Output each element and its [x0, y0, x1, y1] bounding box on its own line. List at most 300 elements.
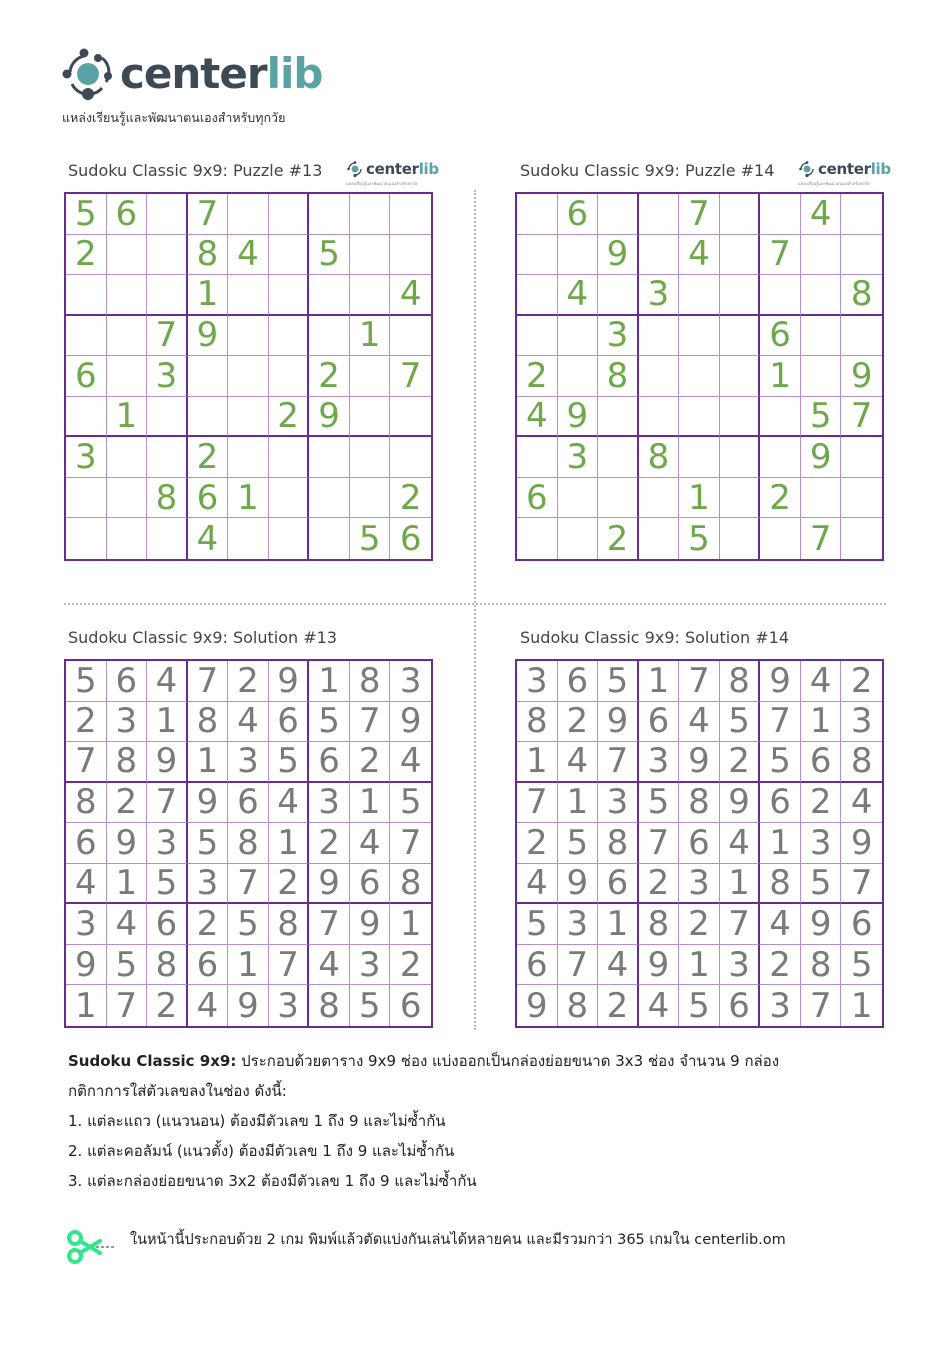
- sudoku-cell: [269, 316, 310, 357]
- sudoku-cell: [107, 356, 148, 397]
- sudoku-cell: 2: [598, 985, 639, 1026]
- sudoku-cell: 4: [66, 864, 107, 905]
- sudoku-cell: 3: [517, 661, 558, 702]
- sudoku-cell: 6: [598, 864, 639, 905]
- sudoku-cell: 4: [228, 235, 269, 276]
- sudoku-cell: 7: [558, 945, 599, 986]
- sudoku-cell: 1: [188, 275, 229, 316]
- sudoku-cell: 3: [679, 864, 720, 905]
- sudoku-cell: 5: [228, 904, 269, 945]
- sudoku-cell: 5: [639, 783, 680, 824]
- sudoku-cell: 7: [841, 397, 882, 438]
- sudoku-cell: 8: [639, 437, 680, 478]
- sudoku-cell: 9: [598, 702, 639, 743]
- mini-logo-accent: lib: [418, 160, 439, 178]
- sudoku-cell: 9: [598, 235, 639, 276]
- sudoku-cell: [517, 518, 558, 559]
- sudoku-cell: [841, 316, 882, 357]
- sudoku-cell: [760, 437, 801, 478]
- sudoku-cell: [517, 316, 558, 357]
- sudoku-cell: [309, 316, 350, 357]
- sudoku-cell: 9: [188, 783, 229, 824]
- sudoku-cell: 8: [390, 864, 431, 905]
- sudoku-cell: 4: [188, 518, 229, 559]
- sudoku-cell: [228, 316, 269, 357]
- sudoku-cell: 3: [107, 702, 148, 743]
- sudoku-cell: 4: [269, 783, 310, 824]
- sudoku-cell: 6: [188, 945, 229, 986]
- sudoku-cell: [107, 275, 148, 316]
- sudoku-cell: [639, 397, 680, 438]
- sudoku-cell: 3: [269, 985, 310, 1026]
- sudoku-cell: 1: [679, 478, 720, 519]
- sudoku-cell: [228, 356, 269, 397]
- sudoku-cell: 4: [309, 945, 350, 986]
- sudoku-cell: [801, 275, 842, 316]
- sudoku-cell: 7: [66, 742, 107, 783]
- sudoku-cell: [269, 235, 310, 276]
- sudoku-cell: 5: [147, 864, 188, 905]
- mini-logo-accent: lib: [870, 160, 891, 178]
- scissors-icon: [66, 1229, 116, 1265]
- sudoku-cell: [269, 437, 310, 478]
- sudoku-cell: 9: [107, 823, 148, 864]
- sudoku-cell: [639, 518, 680, 559]
- sudoku-cell: [107, 437, 148, 478]
- sudoku-cell: 2: [147, 985, 188, 1026]
- sudoku-cell: 1: [517, 742, 558, 783]
- sudoku-cell: 7: [188, 194, 229, 235]
- sudoku-cell: 3: [720, 945, 761, 986]
- sudoku-cell: 3: [228, 742, 269, 783]
- sudoku-cell: 1: [309, 661, 350, 702]
- sudoku-cell: 7: [269, 945, 310, 986]
- sudoku-cell: 6: [760, 783, 801, 824]
- sudoku-cell: 9: [269, 661, 310, 702]
- sudoku-cell: [228, 518, 269, 559]
- sudoku-cell: [720, 518, 761, 559]
- sudoku-cell: 2: [309, 823, 350, 864]
- sudoku-cell: 5: [309, 702, 350, 743]
- sudoku-cell: [841, 518, 882, 559]
- sudoku-cell: 5: [66, 661, 107, 702]
- sudoku-cell: [679, 275, 720, 316]
- sudoku-cell: 8: [309, 985, 350, 1026]
- sudoku-cell: [679, 437, 720, 478]
- sudoku-cell: 5: [558, 823, 599, 864]
- sudoku-cell: 2: [801, 783, 842, 824]
- solution-grid-13: [64, 659, 433, 1028]
- sudoku-cell: 7: [760, 702, 801, 743]
- sudoku-cell: 8: [228, 823, 269, 864]
- description-line-1: [68, 1046, 888, 1076]
- sudoku-cell: 6: [517, 478, 558, 519]
- sudoku-cell: [517, 437, 558, 478]
- sudoku-cell: [390, 397, 431, 438]
- logo-network-icon: [346, 160, 364, 178]
- cut-line-vertical: [474, 190, 476, 1030]
- sudoku-cell: 2: [188, 437, 229, 478]
- puzzle-14-title: Sudoku Classic 9x9: Puzzle #14: [520, 161, 775, 180]
- sudoku-cell: 2: [390, 478, 431, 519]
- sudoku-cell: [679, 397, 720, 438]
- sudoku-cell: 4: [147, 661, 188, 702]
- sudoku-cell: 3: [309, 783, 350, 824]
- sudoku-cell: 7: [390, 356, 431, 397]
- sudoku-cell: 5: [720, 702, 761, 743]
- sudoku-cell: 8: [598, 823, 639, 864]
- sudoku-cell: [107, 518, 148, 559]
- sudoku-cell: 7: [517, 783, 558, 824]
- sudoku-cell: 7: [841, 864, 882, 905]
- sudoku-cell: 9: [188, 316, 229, 357]
- sudoku-cell: 3: [598, 316, 639, 357]
- sudoku-cell: 1: [228, 945, 269, 986]
- sudoku-cell: [147, 397, 188, 438]
- sudoku-cell: 6: [801, 742, 842, 783]
- sudoku-cell: 6: [558, 661, 599, 702]
- sudoku-cell: [188, 356, 229, 397]
- sudoku-cell: [841, 478, 882, 519]
- sudoku-cell: 9: [558, 397, 599, 438]
- sudoku-cell: 6: [188, 478, 229, 519]
- sudoku-cell: 3: [350, 945, 391, 986]
- sudoku-cell: 9: [639, 945, 680, 986]
- sudoku-cell: [147, 518, 188, 559]
- sudoku-cell: 9: [390, 702, 431, 743]
- sudoku-cell: [639, 356, 680, 397]
- sudoku-cell: 3: [639, 275, 680, 316]
- sudoku-cell: 8: [760, 864, 801, 905]
- sudoku-cell: 3: [188, 864, 229, 905]
- sudoku-cell: [350, 356, 391, 397]
- sudoku-cell: 5: [679, 985, 720, 1026]
- sudoku-cell: 9: [760, 661, 801, 702]
- sudoku-cell: 9: [147, 742, 188, 783]
- sudoku-cell: 8: [841, 742, 882, 783]
- sudoku-cell: 3: [801, 823, 842, 864]
- sudoku-cell: [517, 275, 558, 316]
- sudoku-cell: 5: [66, 194, 107, 235]
- sudoku-cell: [309, 194, 350, 235]
- sudoku-cell: 5: [679, 518, 720, 559]
- sudoku-cell: 6: [107, 661, 148, 702]
- sudoku-cell: [598, 478, 639, 519]
- sudoku-cell: 9: [517, 985, 558, 1026]
- sudoku-cell: 3: [147, 356, 188, 397]
- sudoku-cell: 7: [598, 742, 639, 783]
- sudoku-cell: 4: [679, 702, 720, 743]
- description-rules-heading: กติกาการใส่ตัวเลขลงในช่อง ดังนี้:: [68, 1082, 287, 1100]
- sudoku-cell: [147, 235, 188, 276]
- sudoku-cell: [720, 437, 761, 478]
- sudoku-cell: 9: [66, 945, 107, 986]
- sudoku-cell: 4: [188, 985, 229, 1026]
- sudoku-cell: [517, 235, 558, 276]
- sudoku-cell: [269, 194, 310, 235]
- sudoku-cell: 6: [66, 356, 107, 397]
- sudoku-cell: 1: [66, 985, 107, 1026]
- sudoku-cell: 4: [679, 235, 720, 276]
- footer-text: ในหน้านี้ประกอบด้วย 2 เกม พิมพ์แล้วตัดแบ่งกันเล่นได้หลายคน และมีรวมกว่า 365 เกมใน centerlib.om: [130, 1232, 786, 1248]
- sudoku-cell: 2: [598, 518, 639, 559]
- sudoku-cell: 4: [598, 945, 639, 986]
- sudoku-cell: [350, 397, 391, 438]
- sudoku-cell: [760, 194, 801, 235]
- sudoku-cell: [801, 478, 842, 519]
- sudoku-cell: 9: [309, 864, 350, 905]
- logo-wordmark: [120, 46, 322, 102]
- sudoku-cell: 9: [558, 864, 599, 905]
- sudoku-cell: 2: [66, 235, 107, 276]
- sudoku-cell: 7: [228, 864, 269, 905]
- sudoku-cell: 9: [841, 823, 882, 864]
- sudoku-cell: 2: [720, 742, 761, 783]
- sudoku-cell: 3: [841, 702, 882, 743]
- sudoku-cell: 2: [760, 478, 801, 519]
- sudoku-cell: 5: [801, 397, 842, 438]
- rule-item: 3. แต่ละกล่องย่อยขนาด 3x2 ต้องมีตัวเลข 1 ถึง 9 และไม่ซ้ำกัน: [68, 1172, 477, 1190]
- sudoku-cell: [760, 275, 801, 316]
- sudoku-cell: 7: [639, 823, 680, 864]
- sudoku-cell: 4: [639, 985, 680, 1026]
- sudoku-cell: [350, 437, 391, 478]
- sudoku-cell: [639, 478, 680, 519]
- sudoku-cell: 1: [558, 783, 599, 824]
- sudoku-cell: 4: [801, 661, 842, 702]
- sudoku-cell: 7: [350, 702, 391, 743]
- sudoku-cell: 1: [760, 823, 801, 864]
- sudoku-cell: [309, 478, 350, 519]
- sudoku-cell: 1: [801, 702, 842, 743]
- logo-tagline: แหล่งเรียนรู้และพัฒนาตนเองสำหรับทุกวัย: [62, 110, 286, 125]
- sudoku-cell: [309, 275, 350, 316]
- sudoku-cell: 3: [66, 437, 107, 478]
- sudoku-cell: 4: [720, 823, 761, 864]
- sudoku-cell: 9: [309, 397, 350, 438]
- sudoku-cell: 8: [598, 356, 639, 397]
- logo-network-icon: [58, 44, 120, 104]
- sudoku-cell: 1: [720, 864, 761, 905]
- sudoku-cell: 2: [269, 864, 310, 905]
- sudoku-cell: 3: [390, 661, 431, 702]
- sudoku-cell: [390, 235, 431, 276]
- sudoku-cell: [309, 518, 350, 559]
- sudoku-cell: 2: [639, 864, 680, 905]
- sudoku-cell: 1: [639, 661, 680, 702]
- sudoku-cell: 6: [399, 518, 422, 559]
- sudoku-cell: [720, 194, 761, 235]
- solution-14-title: Sudoku Classic 9x9: Solution #14: [520, 628, 789, 647]
- sudoku-cell: 4: [558, 742, 599, 783]
- sudoku-cell: 4: [390, 742, 431, 783]
- description-lead: Sudoku Classic 9x9:: [68, 1052, 237, 1070]
- sudoku-cell: [390, 437, 431, 478]
- sudoku-cell: 7: [107, 985, 148, 1026]
- sudoku-cell: 5: [760, 742, 801, 783]
- logo-word-accent: lib: [266, 49, 323, 98]
- sudoku-cell: [841, 194, 882, 235]
- sudoku-cell: [801, 235, 842, 276]
- sudoku-cell: 6: [558, 194, 599, 235]
- sudoku-cell: [720, 275, 761, 316]
- sudoku-cell: 6: [269, 702, 310, 743]
- sudoku-cell: [517, 194, 558, 235]
- sudoku-cell: 5: [390, 783, 431, 824]
- solution-grid-14: [515, 659, 884, 1028]
- description-intro: ประกอบด้วยตาราง 9x9 ช่อง แบ่งออกเป็นกล่องย่อยขนาด 3x3 ช่อง จำนวน 9 กล่อง: [236, 1052, 780, 1070]
- sudoku-cell: 1: [107, 397, 148, 438]
- sudoku-cell: 1: [188, 742, 229, 783]
- sudoku-cell: [269, 275, 310, 316]
- sudoku-cell: 8: [269, 904, 310, 945]
- sudoku-cell: [228, 194, 269, 235]
- sudoku-cell: 9: [679, 742, 720, 783]
- sudoku-cell: [228, 397, 269, 438]
- sudoku-cell: 4: [841, 783, 882, 824]
- sudoku-cell: 1: [228, 478, 269, 519]
- sudoku-cell: 4: [517, 397, 558, 438]
- sudoku-cell: [841, 437, 882, 478]
- sudoku-cell: 5: [269, 742, 310, 783]
- logo-word-primary: center: [120, 49, 267, 98]
- sudoku-cell: [801, 316, 842, 357]
- rule-item: 2. แต่ละคอลัมน์ (แนวตั้ง) ต้องมีตัวเลข 1 ถึง 9 และไม่ซ้ำกัน: [68, 1142, 455, 1160]
- sudoku-cell: [147, 275, 188, 316]
- sudoku-cell: [639, 235, 680, 276]
- sudoku-cell: 8: [188, 702, 229, 743]
- sudoku-cell: [679, 316, 720, 357]
- sudoku-cell: 8: [801, 945, 842, 986]
- sudoku-cell: 5: [598, 661, 639, 702]
- sudoku-cell: 8: [147, 478, 188, 519]
- sudoku-cell: [350, 275, 391, 316]
- sudoku-cell: [598, 437, 639, 478]
- sudoku-cell: 5: [517, 904, 558, 945]
- sudoku-cell: [66, 397, 107, 438]
- sudoku-cell: [720, 235, 761, 276]
- sudoku-cell: 1: [598, 904, 639, 945]
- sudoku-cell: 2: [760, 945, 801, 986]
- sudoku-cell: 2: [107, 783, 148, 824]
- sudoku-cell: 2: [228, 661, 269, 702]
- sudoku-cell: 6: [147, 904, 188, 945]
- sudoku-cell: 3: [66, 904, 107, 945]
- sudoku-cell: 6: [399, 985, 422, 1026]
- sudoku-cell: [720, 316, 761, 357]
- centerlib-logo: [58, 44, 338, 104]
- sudoku-cell: 3: [558, 437, 599, 478]
- sudoku-cell: 9: [350, 904, 391, 945]
- sudoku-cell: [679, 356, 720, 397]
- sudoku-cell: 2: [841, 661, 882, 702]
- sudoku-cell: 4: [760, 904, 801, 945]
- sudoku-cell: 7: [760, 235, 801, 276]
- sudoku-cell: 4: [517, 864, 558, 905]
- sudoku-cell: 8: [147, 945, 188, 986]
- puzzle-13-title: Sudoku Classic 9x9: Puzzle #13: [68, 161, 323, 180]
- sudoku-cell: 1: [760, 356, 801, 397]
- sudoku-cell: 1: [350, 316, 391, 357]
- sudoku-cell: [390, 194, 431, 235]
- sudoku-cell: 4: [107, 904, 148, 945]
- sudoku-cell: 8: [841, 275, 882, 316]
- sudoku-cell: [269, 478, 310, 519]
- sudoku-cell: 2: [517, 823, 558, 864]
- sudoku-cell: 7: [147, 783, 188, 824]
- sudoku-cell: 5: [107, 945, 148, 986]
- sudoku-cell: [639, 194, 680, 235]
- sudoku-cell: 6: [639, 702, 680, 743]
- sudoku-cell: 3: [598, 783, 639, 824]
- sudoku-cell: 8: [679, 783, 720, 824]
- mini-logo: [346, 160, 439, 190]
- sudoku-cell: 3: [639, 742, 680, 783]
- sudoku-cell: 7: [801, 518, 842, 559]
- sudoku-cell: 8: [639, 904, 680, 945]
- sudoku-cell: [558, 356, 599, 397]
- sudoku-cell: 2: [269, 397, 310, 438]
- mini-logo-tagline: แหล่งเรียนรู้และพัฒนาตนเองสำหรับทุกวัย: [346, 181, 418, 186]
- sudoku-cell: 6: [841, 904, 882, 945]
- sudoku-cell: 6: [760, 316, 801, 357]
- sudoku-cell: 5: [841, 945, 882, 986]
- sudoku-cell: 2: [679, 904, 720, 945]
- sudoku-cell: 3: [558, 904, 599, 945]
- sudoku-cell: 4: [558, 275, 599, 316]
- sudoku-cell: [558, 316, 599, 357]
- sudoku-cell: 6: [679, 823, 720, 864]
- sudoku-cell: [350, 235, 391, 276]
- sudoku-cell: [350, 478, 391, 519]
- sudoku-cell: [639, 316, 680, 357]
- sudoku-cell: 8: [188, 235, 229, 276]
- sudoku-cell: 9: [841, 356, 882, 397]
- sudoku-cell: 2: [66, 702, 107, 743]
- mini-logo: [798, 160, 891, 190]
- sudoku-cell: 8: [558, 985, 599, 1026]
- sudoku-cell: 6: [107, 194, 148, 235]
- sudoku-cell: [598, 397, 639, 438]
- sudoku-cell: 5: [188, 823, 229, 864]
- sudoku-cell: 2: [390, 945, 431, 986]
- sudoku-cell: 7: [188, 661, 229, 702]
- sudoku-cell: 4: [390, 275, 431, 316]
- sudoku-cell: [720, 397, 761, 438]
- sudoku-cell: [228, 275, 269, 316]
- sudoku-cell: 1: [850, 985, 873, 1026]
- sudoku-cell: 1: [107, 864, 148, 905]
- sudoku-cell: 6: [720, 985, 761, 1026]
- puzzle-grid-14: [515, 192, 884, 561]
- sudoku-cell: 4: [228, 702, 269, 743]
- sudoku-cell: 4: [350, 823, 391, 864]
- sudoku-cell: [147, 194, 188, 235]
- sudoku-cell: 5: [350, 985, 391, 1026]
- sudoku-cell: [350, 194, 391, 235]
- sudoku-cell: [801, 356, 842, 397]
- mini-logo-word: center: [818, 160, 871, 178]
- sudoku-cell: 2: [350, 742, 391, 783]
- sudoku-cell: [841, 235, 882, 276]
- mini-logo-tagline: แหล่งเรียนรู้และพัฒนาตนเองสำหรับทุกวัย: [798, 181, 870, 186]
- sudoku-cell: 2: [517, 356, 558, 397]
- sudoku-cell: 1: [679, 945, 720, 986]
- sudoku-cell: [558, 518, 599, 559]
- sudoku-cell: 1: [147, 702, 188, 743]
- sudoku-cell: 8: [720, 661, 761, 702]
- sudoku-cell: 6: [517, 945, 558, 986]
